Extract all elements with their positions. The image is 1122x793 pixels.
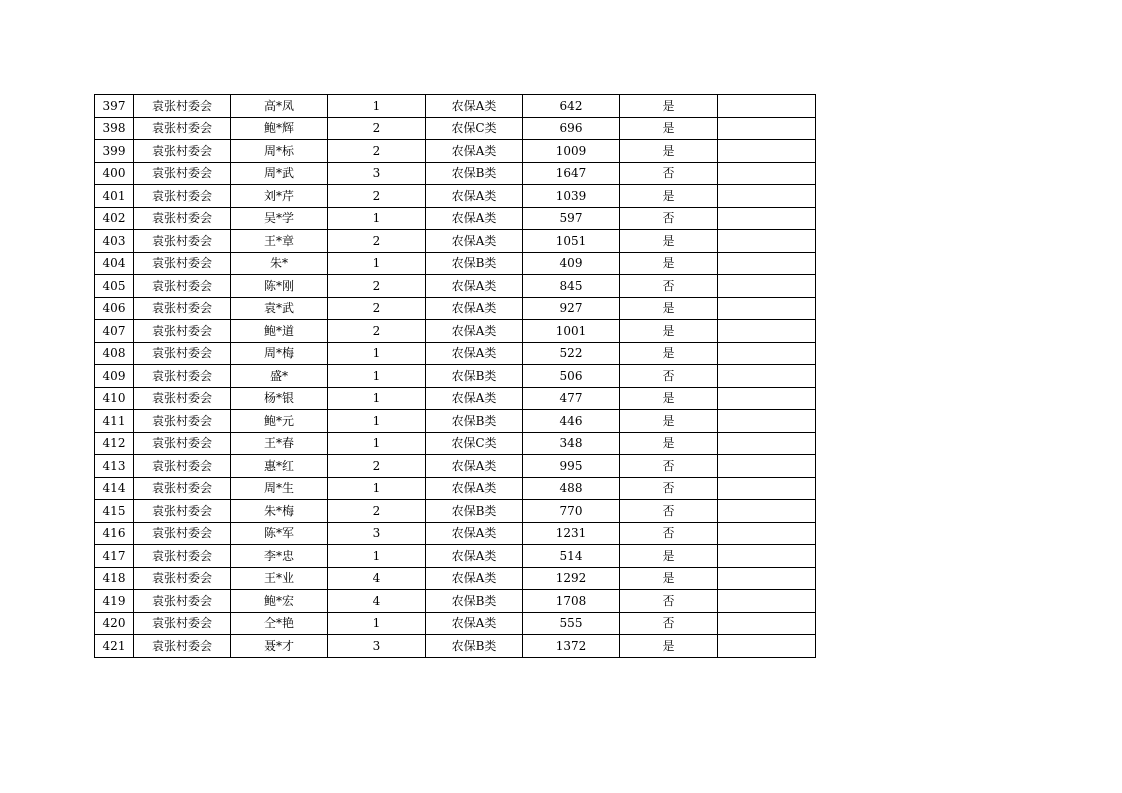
row-number-cell: 397 xyxy=(95,95,134,118)
category-cell: 农保B类 xyxy=(426,500,523,523)
name-cell: 周*生 xyxy=(231,477,328,500)
row-number-cell: 411 xyxy=(95,410,134,433)
count-cell: 2 xyxy=(328,500,426,523)
row-number-cell: 418 xyxy=(95,567,134,590)
row-number-cell: 399 xyxy=(95,140,134,163)
village-cell: 袁张村委会 xyxy=(134,477,231,500)
name-cell: 周*梅 xyxy=(231,342,328,365)
category-cell: 农保B类 xyxy=(426,590,523,613)
table-row xyxy=(95,95,816,118)
amount-cell: 1292 xyxy=(523,567,620,590)
table-row xyxy=(95,342,816,365)
village-cell: 袁张村委会 xyxy=(134,612,231,635)
status-cell: 否 xyxy=(620,365,718,388)
amount-cell: 488 xyxy=(523,477,620,500)
status-cell: 是 xyxy=(620,230,718,253)
count-cell: 2 xyxy=(328,117,426,140)
remark-cell xyxy=(718,410,816,433)
remark-cell xyxy=(718,140,816,163)
status-cell: 是 xyxy=(620,140,718,163)
status-cell: 否 xyxy=(620,590,718,613)
village-cell: 袁张村委会 xyxy=(134,207,231,230)
name-cell: 鲍*辉 xyxy=(231,117,328,140)
village-cell: 袁张村委会 xyxy=(134,140,231,163)
count-cell: 3 xyxy=(328,162,426,185)
name-cell: 鲍*元 xyxy=(231,410,328,433)
name-cell: 盛* xyxy=(231,365,328,388)
status-cell: 否 xyxy=(620,522,718,545)
name-cell: 惠*红 xyxy=(231,455,328,478)
table-row xyxy=(95,207,816,230)
category-cell: 农保B类 xyxy=(426,365,523,388)
village-cell: 袁张村委会 xyxy=(134,162,231,185)
row-number-cell: 417 xyxy=(95,545,134,568)
count-cell: 2 xyxy=(328,455,426,478)
table-row xyxy=(95,297,816,320)
count-cell: 1 xyxy=(328,207,426,230)
village-cell: 袁张村委会 xyxy=(134,95,231,118)
remark-cell xyxy=(718,635,816,658)
name-cell: 高*凤 xyxy=(231,95,328,118)
table-row xyxy=(95,590,816,613)
remark-cell xyxy=(718,252,816,275)
status-cell: 否 xyxy=(620,477,718,500)
amount-cell: 927 xyxy=(523,297,620,320)
row-number-cell: 420 xyxy=(95,612,134,635)
row-number-cell: 413 xyxy=(95,455,134,478)
category-cell: 农保A类 xyxy=(426,612,523,635)
amount-cell: 1372 xyxy=(523,635,620,658)
name-cell: 朱*梅 xyxy=(231,500,328,523)
name-cell: 仝*艳 xyxy=(231,612,328,635)
category-cell: 农保A类 xyxy=(426,567,523,590)
remark-cell xyxy=(718,387,816,410)
remark-cell xyxy=(718,185,816,208)
category-cell: 农保A类 xyxy=(426,477,523,500)
name-cell: 吴*学 xyxy=(231,207,328,230)
status-cell: 是 xyxy=(620,635,718,658)
status-cell: 是 xyxy=(620,410,718,433)
category-cell: 农保A类 xyxy=(426,297,523,320)
row-number-cell: 412 xyxy=(95,432,134,455)
village-cell: 袁张村委会 xyxy=(134,567,231,590)
category-cell: 农保B类 xyxy=(426,410,523,433)
status-cell: 是 xyxy=(620,297,718,320)
name-cell: 鲍*宏 xyxy=(231,590,328,613)
village-cell: 袁张村委会 xyxy=(134,342,231,365)
row-number-cell: 407 xyxy=(95,320,134,343)
name-cell: 聂*才 xyxy=(231,635,328,658)
name-cell: 陈*刚 xyxy=(231,275,328,298)
status-cell: 是 xyxy=(620,185,718,208)
status-cell: 是 xyxy=(620,432,718,455)
table-row xyxy=(95,455,816,478)
name-cell: 周*武 xyxy=(231,162,328,185)
remark-cell xyxy=(718,230,816,253)
category-cell: 农保A类 xyxy=(426,455,523,478)
category-cell: 农保A类 xyxy=(426,275,523,298)
table-row xyxy=(95,117,816,140)
table-row xyxy=(95,185,816,208)
row-number-cell: 404 xyxy=(95,252,134,275)
remark-cell xyxy=(718,117,816,140)
village-cell: 袁张村委会 xyxy=(134,185,231,208)
name-cell: 王*章 xyxy=(231,230,328,253)
table-row xyxy=(95,140,816,163)
remark-cell xyxy=(718,207,816,230)
table-row xyxy=(95,162,816,185)
remark-cell xyxy=(718,320,816,343)
status-cell: 否 xyxy=(620,500,718,523)
name-cell: 袁*武 xyxy=(231,297,328,320)
count-cell: 4 xyxy=(328,590,426,613)
amount-cell: 506 xyxy=(523,365,620,388)
amount-cell: 514 xyxy=(523,545,620,568)
table-row xyxy=(95,567,816,590)
count-cell: 1 xyxy=(328,252,426,275)
category-cell: 农保C类 xyxy=(426,432,523,455)
table-row xyxy=(95,252,816,275)
row-number-cell: 419 xyxy=(95,590,134,613)
remark-cell xyxy=(718,567,816,590)
row-number-cell: 408 xyxy=(95,342,134,365)
table-row xyxy=(95,410,816,433)
count-cell: 2 xyxy=(328,230,426,253)
category-cell: 农保A类 xyxy=(426,207,523,230)
row-number-cell: 421 xyxy=(95,635,134,658)
status-cell: 是 xyxy=(620,545,718,568)
name-cell: 李*忠 xyxy=(231,545,328,568)
village-cell: 袁张村委会 xyxy=(134,522,231,545)
remark-cell xyxy=(718,297,816,320)
amount-cell: 348 xyxy=(523,432,620,455)
count-cell: 2 xyxy=(328,320,426,343)
remark-cell xyxy=(718,95,816,118)
village-cell: 袁张村委会 xyxy=(134,320,231,343)
count-cell: 1 xyxy=(328,410,426,433)
category-cell: 农保A类 xyxy=(426,185,523,208)
village-cell: 袁张村委会 xyxy=(134,635,231,658)
name-cell: 朱* xyxy=(231,252,328,275)
table-row xyxy=(95,432,816,455)
amount-cell: 1001 xyxy=(523,320,620,343)
amount-cell: 696 xyxy=(523,117,620,140)
village-cell: 袁张村委会 xyxy=(134,545,231,568)
status-cell: 否 xyxy=(620,612,718,635)
count-cell: 2 xyxy=(328,297,426,320)
amount-cell: 597 xyxy=(523,207,620,230)
table-row xyxy=(95,545,816,568)
table-row xyxy=(95,320,816,343)
name-cell: 王*业 xyxy=(231,567,328,590)
name-cell: 王*春 xyxy=(231,432,328,455)
category-cell: 农保C类 xyxy=(426,117,523,140)
village-cell: 袁张村委会 xyxy=(134,387,231,410)
status-cell: 是 xyxy=(620,252,718,275)
category-cell: 农保B类 xyxy=(426,252,523,275)
name-cell: 鲍*道 xyxy=(231,320,328,343)
category-cell: 农保A类 xyxy=(426,230,523,253)
amount-cell: 1039 xyxy=(523,185,620,208)
status-cell: 是 xyxy=(620,95,718,118)
amount-cell: 995 xyxy=(523,455,620,478)
count-cell: 1 xyxy=(328,612,426,635)
remark-cell xyxy=(718,590,816,613)
remark-cell xyxy=(718,522,816,545)
remark-cell xyxy=(718,432,816,455)
row-number-cell: 406 xyxy=(95,297,134,320)
amount-cell: 555 xyxy=(523,612,620,635)
count-cell: 1 xyxy=(328,545,426,568)
row-number-cell: 405 xyxy=(95,275,134,298)
remark-cell xyxy=(718,545,816,568)
name-cell: 周*标 xyxy=(231,140,328,163)
name-cell: 陈*军 xyxy=(231,522,328,545)
status-cell: 否 xyxy=(620,275,718,298)
status-cell: 是 xyxy=(620,117,718,140)
table-row xyxy=(95,365,816,388)
category-cell: 农保A类 xyxy=(426,342,523,365)
status-cell: 是 xyxy=(620,342,718,365)
name-cell: 杨*银 xyxy=(231,387,328,410)
remark-cell xyxy=(718,162,816,185)
amount-cell: 1708 xyxy=(523,590,620,613)
remark-cell xyxy=(718,275,816,298)
remark-cell xyxy=(718,477,816,500)
remark-cell xyxy=(718,612,816,635)
category-cell: 农保A类 xyxy=(426,387,523,410)
count-cell: 1 xyxy=(328,95,426,118)
amount-cell: 1647 xyxy=(523,162,620,185)
village-cell: 袁张村委会 xyxy=(134,432,231,455)
village-cell: 袁张村委会 xyxy=(134,275,231,298)
amount-cell: 446 xyxy=(523,410,620,433)
table-body xyxy=(95,95,816,658)
count-cell: 2 xyxy=(328,185,426,208)
category-cell: 农保A类 xyxy=(426,320,523,343)
count-cell: 3 xyxy=(328,522,426,545)
table-row xyxy=(95,477,816,500)
count-cell: 1 xyxy=(328,477,426,500)
category-cell: 农保A类 xyxy=(426,140,523,163)
table-row xyxy=(95,387,816,410)
data-table xyxy=(94,94,816,658)
remark-cell xyxy=(718,342,816,365)
amount-cell: 477 xyxy=(523,387,620,410)
table-row xyxy=(95,500,816,523)
row-number-cell: 409 xyxy=(95,365,134,388)
row-number-cell: 400 xyxy=(95,162,134,185)
village-cell: 袁张村委会 xyxy=(134,252,231,275)
status-cell: 否 xyxy=(620,162,718,185)
row-number-cell: 415 xyxy=(95,500,134,523)
row-number-cell: 403 xyxy=(95,230,134,253)
remark-cell xyxy=(718,500,816,523)
village-cell: 袁张村委会 xyxy=(134,500,231,523)
row-number-cell: 398 xyxy=(95,117,134,140)
amount-cell: 1231 xyxy=(523,522,620,545)
count-cell: 1 xyxy=(328,365,426,388)
amount-cell: 1009 xyxy=(523,140,620,163)
village-cell: 袁张村委会 xyxy=(134,590,231,613)
table-row xyxy=(95,635,816,658)
table-row xyxy=(95,275,816,298)
name-cell: 刘*芹 xyxy=(231,185,328,208)
count-cell: 4 xyxy=(328,567,426,590)
row-number-cell: 416 xyxy=(95,522,134,545)
remark-cell xyxy=(718,455,816,478)
amount-cell: 845 xyxy=(523,275,620,298)
row-number-cell: 410 xyxy=(95,387,134,410)
row-number-cell: 414 xyxy=(95,477,134,500)
count-cell: 1 xyxy=(328,387,426,410)
amount-cell: 409 xyxy=(523,252,620,275)
table-row xyxy=(95,230,816,253)
count-cell: 2 xyxy=(328,275,426,298)
count-cell: 3 xyxy=(328,635,426,658)
remark-cell xyxy=(718,365,816,388)
category-cell: 农保B类 xyxy=(426,635,523,658)
amount-cell: 770 xyxy=(523,500,620,523)
status-cell: 是 xyxy=(620,567,718,590)
table-row xyxy=(95,522,816,545)
village-cell: 袁张村委会 xyxy=(134,297,231,320)
count-cell: 2 xyxy=(328,140,426,163)
village-cell: 袁张村委会 xyxy=(134,410,231,433)
village-cell: 袁张村委会 xyxy=(134,230,231,253)
status-cell: 是 xyxy=(620,320,718,343)
status-cell: 否 xyxy=(620,207,718,230)
count-cell: 1 xyxy=(328,342,426,365)
status-cell: 否 xyxy=(620,455,718,478)
category-cell: 农保A类 xyxy=(426,545,523,568)
count-cell: 1 xyxy=(328,432,426,455)
status-cell: 是 xyxy=(620,387,718,410)
amount-cell: 522 xyxy=(523,342,620,365)
village-cell: 袁张村委会 xyxy=(134,365,231,388)
row-number-cell: 402 xyxy=(95,207,134,230)
village-cell: 袁张村委会 xyxy=(134,455,231,478)
row-number-cell: 401 xyxy=(95,185,134,208)
amount-cell: 1051 xyxy=(523,230,620,253)
category-cell: 农保A类 xyxy=(426,522,523,545)
category-cell: 农保A类 xyxy=(426,95,523,118)
table-row xyxy=(95,612,816,635)
category-cell: 农保B类 xyxy=(426,162,523,185)
amount-cell: 642 xyxy=(523,95,620,118)
village-cell: 袁张村委会 xyxy=(134,117,231,140)
